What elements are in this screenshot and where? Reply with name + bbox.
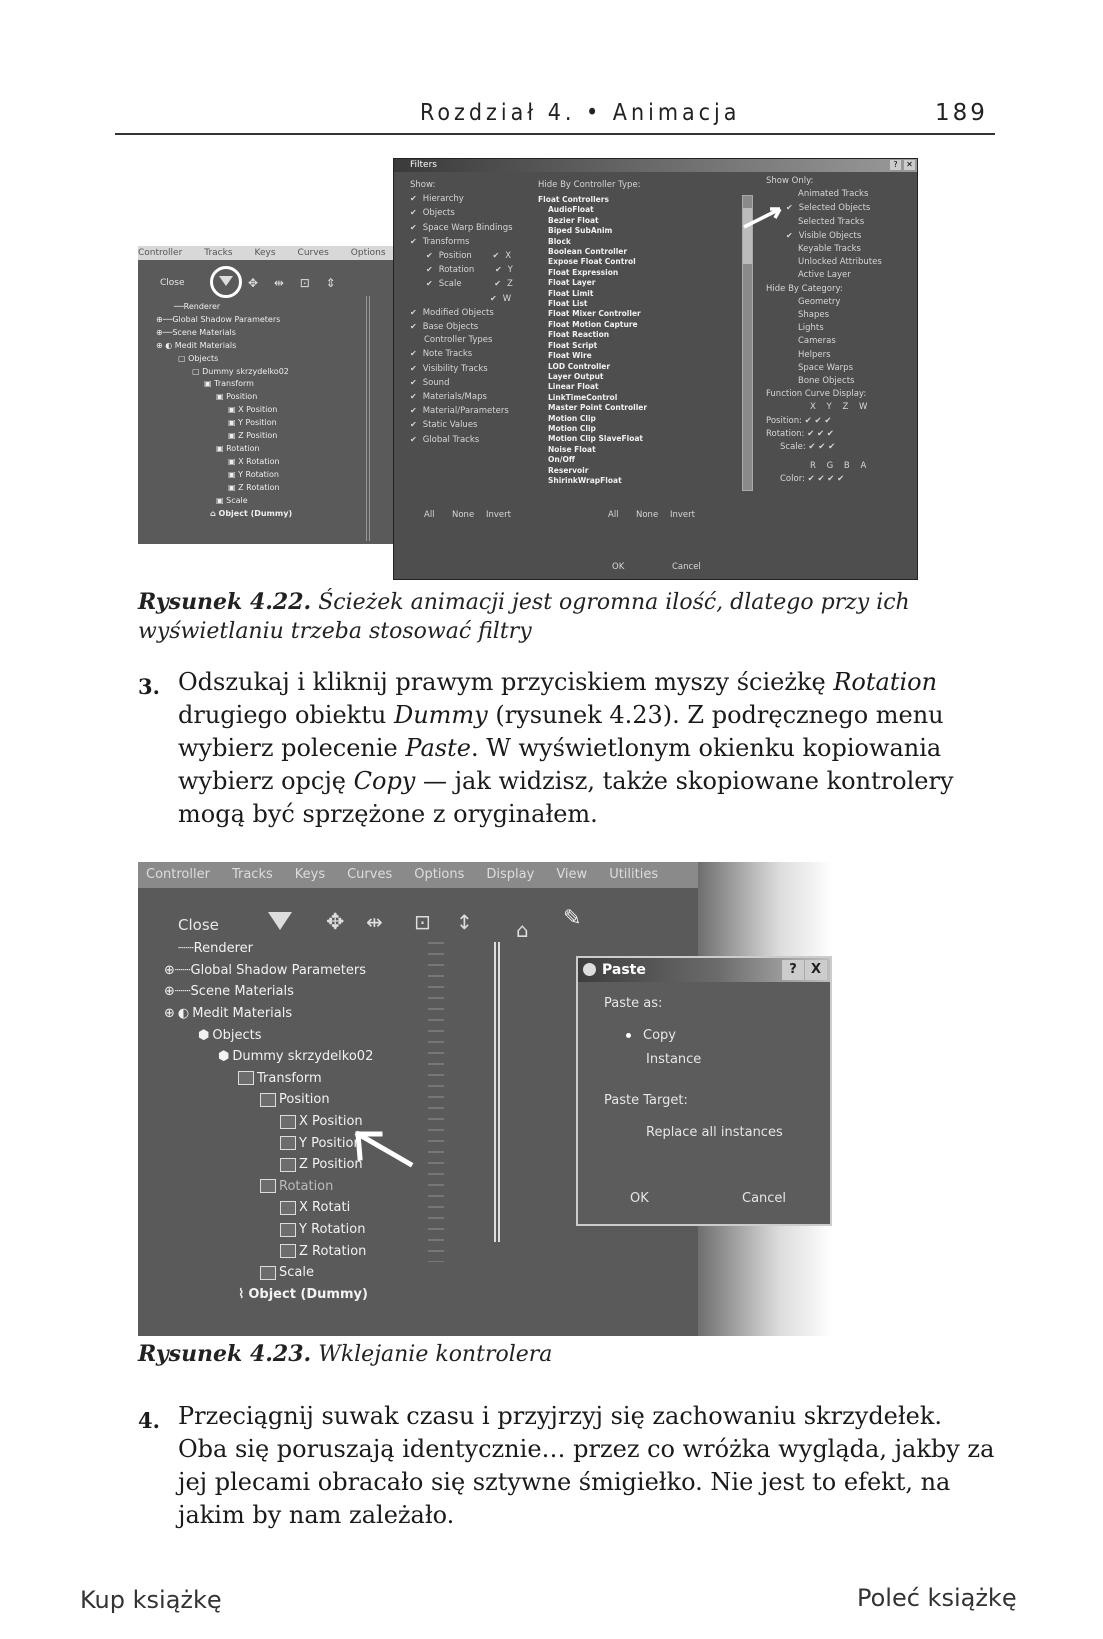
tree-divider [366,296,370,541]
checkbox-selected-tracks[interactable]: Selected Tracks [798,216,865,227]
paste-titlebar [578,958,830,982]
slide-keys-icon[interactable]: ⇹ [366,910,383,934]
menu-keys[interactable]: Keys [254,248,276,258]
paste-target-label: Paste Target: [604,1093,688,1108]
menu-tracks[interactable]: Tracks [204,248,233,258]
app-icon [583,963,596,976]
caption-text: Ścieżek animacji jest ogromna ilość, dlatego przy ich wyświetlaniu trzeba stosować filtry [138,590,910,644]
checkbox-position[interactable]: ✔ Position [426,251,472,261]
scale-keys-icon[interactable]: ⊡ [414,910,431,934]
curve-icon [280,1115,296,1129]
curve-axes-header: X Y Z W [810,402,872,413]
object-icon: ⌇ [238,1286,245,1302]
menu-controller[interactable]: Controller [138,248,183,258]
scale-values-icon[interactable]: ↕ [456,910,473,934]
figure-4-23-caption [138,1340,988,1369]
list-item[interactable]: Float Limit [548,288,594,298]
tree-divider [494,942,500,1242]
checkbox-animated-tracks[interactable]: Animated Tracks [798,189,869,200]
curve-icon [280,1223,296,1237]
material-icon: ◐ [177,1006,190,1022]
trackview-menubar [138,246,393,260]
ok-button[interactable]: OK [630,1191,649,1206]
checkbox-visibility-tracks[interactable]: ✔ Visibility Tracks [410,362,513,376]
checkbox-global-tracks[interactable]: ✔ Global Tracks [410,433,513,447]
tree-item[interactable]: ⊕──Scene Materials [156,327,236,337]
show-only-group [766,175,916,487]
caption-label: Rysunek 4.22. [138,589,312,615]
transform-icon [238,1071,254,1085]
buy-book-link[interactable]: Kup książkę [80,1586,222,1614]
trackview-tree [164,938,373,1305]
rotation-icon [260,1179,276,1193]
tree-item[interactable]: ▣ Y Position [228,418,277,428]
checkbox-scale[interactable]: ✔ Scale [426,279,462,289]
trackview-tree [152,301,292,520]
filters-titlebar [394,159,917,172]
tree-item[interactable]: ⊕──Global Shadow Parameters [156,314,281,324]
curve-row-position[interactable]: Position: ✔ ✔ ✔ [766,415,832,426]
checkbox-selected-objects[interactable]: ✔ Selected Objects [766,201,916,215]
menu-tracks[interactable]: Tracks [231,867,273,882]
list-item[interactable]: AudioFloat [548,205,594,215]
tree-item-rotation[interactable]: Rotation [164,1176,373,1198]
curve-icon [280,1244,296,1258]
list-item[interactable]: Linear Float [548,382,599,392]
tree-item-objects[interactable]: ⬢ Objects [164,1024,373,1046]
help-button[interactable]: ? [782,960,804,980]
tree-item-transform[interactable]: Transform [164,1068,373,1090]
menu-keys[interactable]: Keys [294,867,326,882]
checkbox-materials-maps[interactable]: ✔ Materials/Maps [410,390,513,404]
list-item[interactable]: On/Off [548,455,575,465]
tree-item-position[interactable]: Position [164,1089,373,1111]
list-item[interactable]: Float Motion Capture [548,319,638,329]
menu-curves[interactable]: Curves [297,248,329,258]
close-icon[interactable]: ✕ [904,160,915,170]
list-item[interactable]: Block [548,236,571,246]
show-label: Show: [410,180,436,190]
tree-item-y-position[interactable]: Y Position [164,1132,373,1154]
trackview-panel [138,246,393,544]
list-item[interactable]: Float List [548,299,588,309]
scale-icon [260,1266,276,1280]
checkbox-rotation[interactable]: ✔ Rotation [426,265,474,275]
menu-options[interactable]: Options [414,867,465,882]
figure-4-22-caption [138,588,988,646]
help-button[interactable]: ? [890,160,901,170]
color-axes-header: R G B A [810,461,871,472]
list-item[interactable]: Motion Clip [548,423,596,433]
checkbox-hierarchy[interactable]: ✔ Hierarchy [410,192,513,206]
checkbox-base-objects[interactable]: ✔ Base Objects [410,320,513,334]
step-4-text: Przeciągnij suwak czasu i przyjrzyj się zachowaniu skrzydełek. Oba się poruszają identycznie… przez co wróżka wygląda, jakby za jej plecami obracało się sztywne śmigiełko. Nie jest to efekt, na jakim by nam zależało. [178,1402,995,1529]
objects-icon: ⬢ [198,1027,210,1043]
function-curve-label: Function Curve Display: [766,389,867,400]
checkbox-modified-objects[interactable]: ✔ Modified Objects [410,306,513,320]
tree-item-scale[interactable]: Scale [164,1262,373,1284]
move-keys-icon[interactable]: ✥ [326,910,345,935]
list-item[interactable]: Layer Output [548,371,604,381]
checkbox-static-values[interactable]: ✔ Static Values [410,418,513,432]
dotted-column [428,942,444,1262]
list-item[interactable]: Float Mixer Controller [548,309,641,319]
tree-item[interactable]: ▣ X Rotation [228,456,280,466]
curve-icon [280,1201,296,1215]
tree-item[interactable]: ▢ Objects [178,353,219,363]
list-item[interactable]: ShirinkWrapFloat [548,475,622,485]
instance-radio[interactable]: Instance [646,1052,702,1067]
tree-item-z-position[interactable]: Z Position [164,1154,373,1176]
list-item[interactable]: Bezier Float [548,215,599,225]
checkbox-visible-objects[interactable]: ✔ Visible Objects [766,229,916,243]
caption-label: Rysunek 4.23. [138,1341,312,1367]
step-3-text: Odszukaj i kliknij prawym przyciskiem myszy ścieżkę Rotation drugiego obiektu Dummy (rysunek 4.23). Z podręcznego menu wybierz polecenie Paste. W wyświetlonym okienku kopiowania wybierz opcję Copy — jak widzisz, także skopiowane kontrolery mogą być sprzężone z oryginałem. [178,668,954,828]
figure-4-22 [138,158,918,580]
tree-item-x-position[interactable]: X Position [164,1111,373,1133]
running-header-title: Rozdział 4. • Animacja [420,100,741,126]
checkbox-axis-z[interactable]: ✔ Z [494,279,513,289]
tree-item[interactable]: ▣ Z Position [228,431,278,441]
toolbar-icons: ✥ ⇹ ⊡ ⇕ [248,276,342,290]
draw-curves-icon[interactable]: ✎ [563,906,582,931]
curve-icon [280,1136,296,1150]
checkbox-geometry[interactable]: Geometry [798,296,841,307]
ok-button[interactable]: OK [612,562,625,572]
dummy-icon: ⬢ [218,1049,230,1065]
checkbox-axis-w[interactable]: ✔ W [490,294,511,304]
checkbox-objects[interactable]: ✔ Objects [410,206,513,220]
filters-dialog [393,158,918,580]
tree-item[interactable]: ──Renderer [174,302,221,311]
filter-icon [219,276,233,286]
list-item[interactable]: Noise Float [548,444,596,454]
paste-dialog [576,956,832,1226]
tree-item[interactable]: ▣ Scale [216,495,248,505]
list-item[interactable]: Boolean Controller [548,247,628,257]
curve-row-scale[interactable]: Scale: ✔ ✔ ✔ [780,442,836,453]
paste-title: Paste [602,962,646,978]
tree-item-dummy[interactable]: ⬢ Dummy skrzydelko02 [164,1046,373,1068]
tree-item[interactable]: ▣ X Position [228,405,278,415]
show-all-button[interactable]: All [424,510,435,520]
close-button[interactable]: Close [160,278,185,288]
show-none-button[interactable]: None [452,510,475,520]
list-item[interactable]: Motion Clip [548,413,596,423]
list-item[interactable]: Expose Float Control [548,257,636,267]
checkbox-shapes[interactable]: Shapes [798,310,830,321]
tree-item[interactable]: ⌂ Object (Dummy) [210,508,293,518]
tree-item[interactable]: ▣ Position [216,392,258,402]
figure-4-23 [138,862,863,1336]
checkbox-keyable-tracks[interactable]: Keyable Tracks [798,244,861,255]
checkbox-helpers[interactable]: Helpers [798,349,831,360]
controller-invert-button[interactable]: Invert [670,510,695,520]
checkbox-unlocked-attributes[interactable]: Unlocked Attributes [798,257,882,268]
tree-item[interactable]: ⊕ ◐ Medit Materials [156,340,237,350]
pointer-arrow [350,1128,420,1172]
checkbox-material-parameters[interactable]: ✔ Material/Parameters [410,404,513,418]
close-button[interactable]: Close [178,916,219,934]
checkbox-lights[interactable]: Lights [798,323,824,334]
curve-icon [280,1158,296,1172]
list-item[interactable]: Float Script [548,340,598,350]
tree-item[interactable]: ▣ Y Rotation [228,469,279,479]
checkbox-bone-objects[interactable]: Bone Objects [798,376,855,387]
checkbox-space-warp-bindings[interactable]: ✔ Space Warp Bindings [410,221,513,235]
list-item[interactable]: Float Reaction [548,330,610,340]
checkbox-sound[interactable]: ✔ Sound [410,376,513,390]
position-icon [260,1093,276,1107]
list-item[interactable]: Biped SubAnim [548,226,613,236]
menu-curves[interactable]: Curves [347,867,393,882]
tree-item[interactable]: ▢ Dummy skrzydelko02 [192,366,289,376]
controller-all-button[interactable]: All [608,510,619,520]
checkbox-space-warps[interactable]: Space Warps [798,362,853,373]
color-row[interactable]: Color: ✔ ✔ ✔ ✔ [780,474,845,485]
tree-item-global-shadow-parameters[interactable]: ⊕┈┈ Global Shadow Parameters [164,962,366,978]
paste-as-label: Paste as: [604,996,663,1011]
controller-list-scrollbar[interactable] [742,195,753,491]
caption-text: Wklejanie kontrolera [318,1342,553,1367]
list-item[interactable]: Float Wire [548,351,592,361]
show-only-label: Show Only: [766,176,814,186]
hide-by-category-label: Hide By Category: [766,283,843,294]
cancel-button[interactable]: Cancel [742,1191,787,1206]
menu-controller[interactable]: Controller [146,867,210,882]
pointer-arrow [742,203,786,231]
list-item[interactable]: Float Expression [548,267,619,277]
tree-item-object-dummy[interactable]: ⌇ Object (Dummy) [164,1284,373,1306]
filters-title: Filters [410,160,437,170]
menu-display[interactable]: Display [486,867,535,882]
checkbox-active-layer[interactable]: Active Layer [798,270,851,281]
checkbox-transforms[interactable]: ✔ Transforms [410,235,513,249]
list-item[interactable]: Float Layer [548,278,596,288]
show-invert-button[interactable]: Invert [486,510,511,520]
tree-item[interactable]: ▣ Z Rotation [228,482,280,492]
copy-radio[interactable]: Copy [626,1028,676,1043]
tree-item-scene-materials[interactable]: ⊕┈┈ Scene Materials [164,984,294,1000]
cancel-button[interactable]: Cancel [672,562,701,572]
list-item[interactable]: Reservoir [548,465,589,475]
controller-none-button[interactable]: None [636,510,659,520]
step-3-number: 3. [138,674,160,699]
tree-item[interactable]: ▣ Rotation [216,443,260,453]
checkbox-axis-y[interactable]: ✔ Y [495,265,513,275]
menu-utilities[interactable]: Utilities [609,867,659,882]
tree-item-medit-materials[interactable]: ⊕ ◐ Medit Materials [164,1003,373,1025]
header-rule [115,133,995,135]
step-4-number: 4. [138,1408,160,1433]
list-item[interactable]: Master Point Controller [548,403,648,413]
menu-view[interactable]: View [556,867,588,882]
radio-dot-icon [626,1033,631,1038]
checkbox-controller-types[interactable]: Controller Types [424,335,493,346]
curve-row-rotation[interactable]: Rotation: ✔ ✔ ✔ [766,428,834,439]
menu-options[interactable]: Options [350,248,386,258]
tree-item-z-rotation[interactable]: Z Rotation [164,1240,373,1262]
filter-icon[interactable] [268,912,292,930]
recommend-book-link[interactable]: Poleć książkę [857,1584,1017,1612]
trackview-menubar [138,862,698,888]
filter-icon-highlight[interactable] [210,266,242,298]
list-item[interactable]: LinkTimeControl [548,392,618,402]
tree-item-x-rotation[interactable]: X Rotati [164,1197,373,1219]
page-number: 189 [935,100,988,126]
replace-all-instances-checkbox[interactable]: Replace all instances [646,1125,783,1140]
tree-item[interactable]: ▣ Transform [204,379,254,389]
tree-item-renderer[interactable]: ┈┈ Renderer [178,941,253,957]
controller-listbox[interactable] [538,195,742,491]
close-icon[interactable]: X [805,960,827,980]
checkbox-axis-x[interactable]: ✔ X [493,251,512,261]
tree-item-y-rotation[interactable]: Y Rotation [164,1219,373,1241]
list-item[interactable]: LOD Controller [548,361,611,371]
checkbox-cameras[interactable]: Cameras [798,336,836,347]
list-item[interactable]: Float Controllers [538,195,609,204]
checkbox-note-tracks[interactable]: ✔ Note Tracks [410,347,513,361]
show-group [410,179,513,447]
hide-by-controller-label: Hide By Controller Type: [538,180,641,190]
list-item[interactable]: Motion Clip SlaveFloat [548,434,644,444]
snap-icon[interactable]: ⌂ [516,918,529,942]
